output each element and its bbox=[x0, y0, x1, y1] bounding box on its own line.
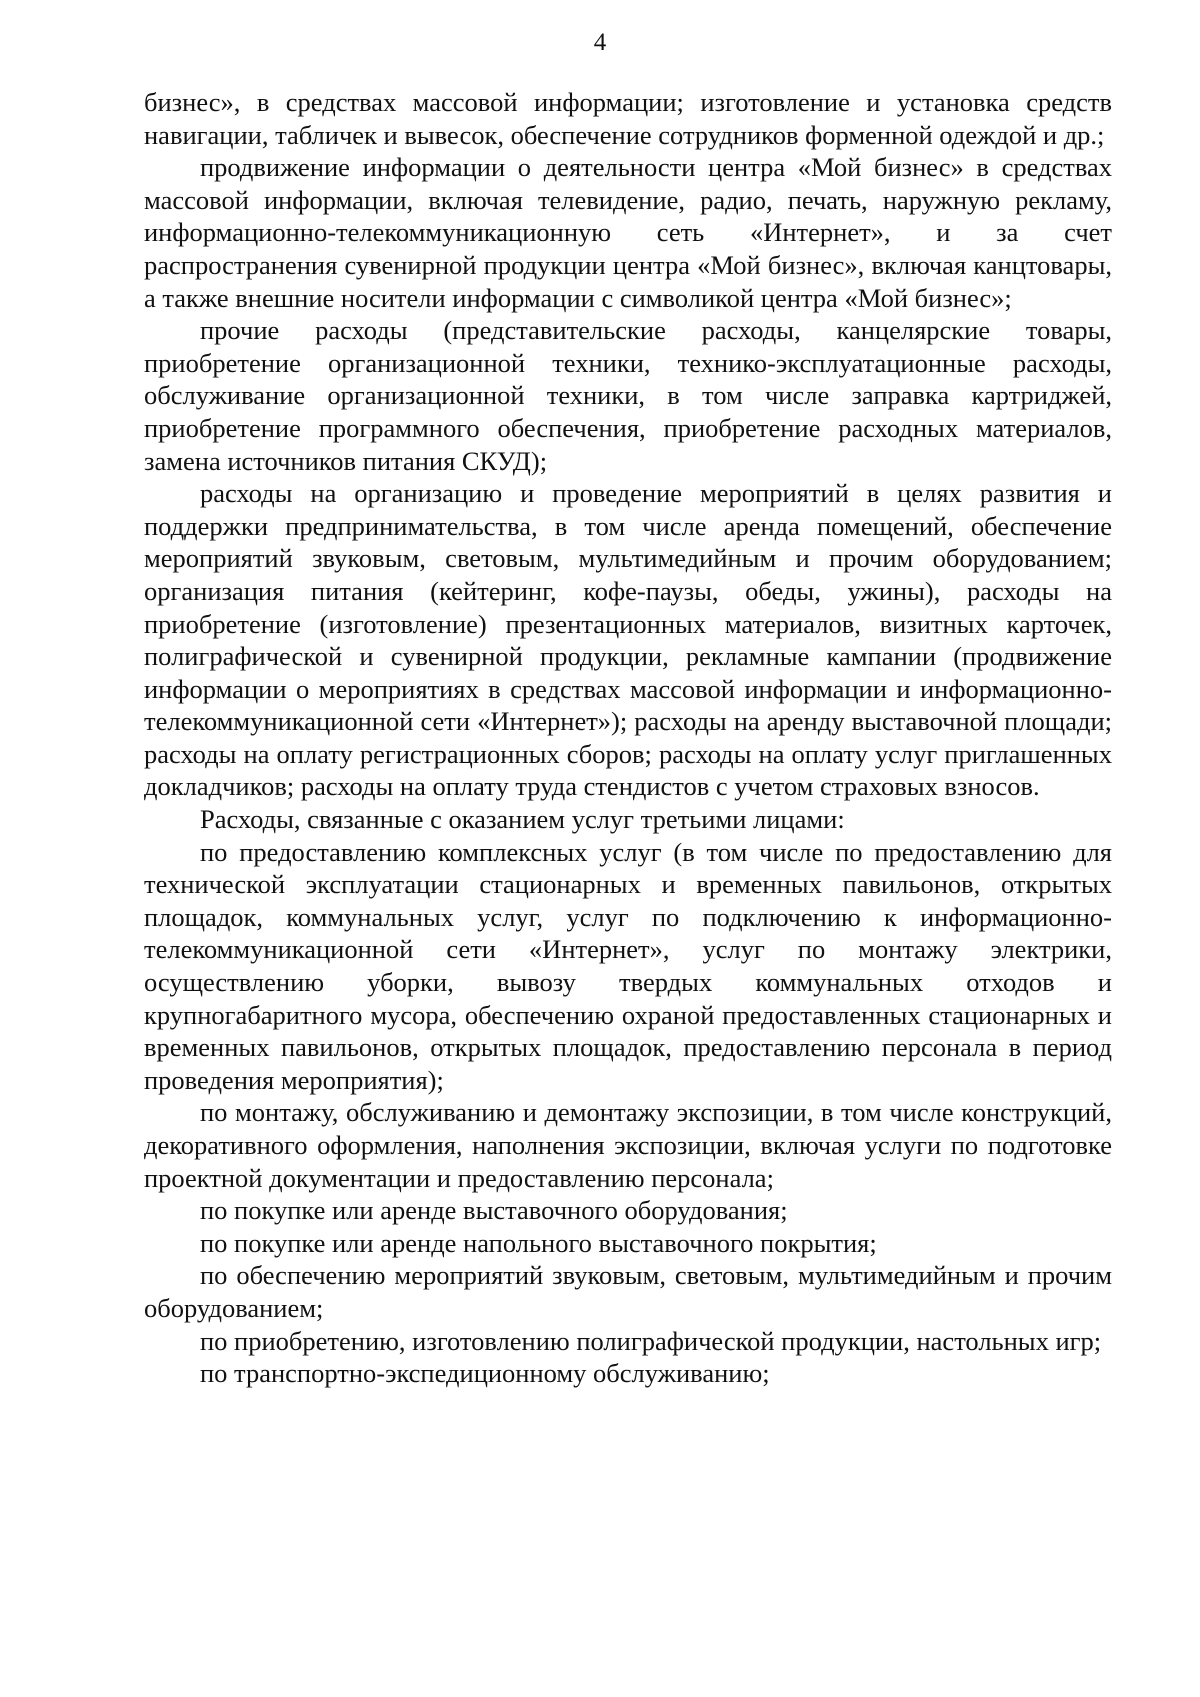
paragraph-third-party-heading: Расходы, связанные с оказанием услуг третьими лицами: bbox=[200, 804, 845, 835]
paragraph-events-expenses: расходы на организацию и проведение мероприятий в целях развития и поддержки предпринимательства, в том числе аренда помещений, обеспечение мероприятий звуковым, световым, мультимедийным и прочим оборудованием; организация питания (кейтеринг, кофе-паузы, обеды, ужины), расходы на приобретение (изготовление) презентационных материалов, визитных карточек, полиграфической и сувенирной продукции, рекламные кампании (продвижение информации о мероприятиях в средствах массовой информации и информационно-телекоммуникационной сети «Интернет»); расходы на аренду выставочной площади; расходы на оплату регистрационных сборов; расходы на оплату услуг приглашенных докладчиков; расходы на оплату труда стендистов с учетом страховых взносов. bbox=[144, 478, 1112, 802]
paragraph-transport: по транспортно-экспедиционному обслуживанию; bbox=[200, 1358, 770, 1389]
paragraph-promotion: продвижение информации о деятельности центра «Мой бизнес» в средствах массовой информации, включая телевидение, радио, печать, наружную рекламу, информационно-телекоммуникационную сеть «Интернет», и за счет распространения сувенирной продукции центра «Мой бизнес», включая канцтовары, а также внешние носители информации с символикой центра «Мой бизнес»; bbox=[144, 152, 1112, 313]
paragraph-exposition: по монтажу, обслуживанию и демонтажу экспозиции, в том числе конструкций, декоративного оформления, наполнения экспозиции, включая услуги по подготовке проектной документации и предоставлению персонала; bbox=[144, 1097, 1112, 1193]
paragraph-printing: по приобретению, изготовлению полиграфической продукции, настольных игр; bbox=[200, 1325, 1102, 1356]
paragraph-equipment: по покупке или аренде выставочного оборудования; bbox=[200, 1195, 788, 1226]
paragraph-floor-covering: по покупке или аренде напольного выставочного покрытия; bbox=[200, 1227, 877, 1258]
paragraph-complex-services: по предоставлению комплексных услуг (в том числе по предоставлению для технической эксплуатации стационарных и временных павильонов, открытых площадок, коммунальных услуг, услуг по подключению к информационно-телекоммуникационной сети «Интернет», услуг по монтажу электрики, осуществлению уборки, вывозу твердых коммунальных отходов и крупногабаритного мусора, обеспечению охраной предоставленных стационарных и временных павильонов, открытых площадок, предоставлению персонала в период проведения мероприятия); bbox=[144, 836, 1112, 1095]
page-number: 4 bbox=[593, 29, 607, 56]
paragraph-other-expenses: прочие расходы (представительские расходы, канцелярские товары, приобретение организационной техники, технико-эксплуатационные расходы, обслуживание организационной техники, в том числе заправка картриджей, приобретение программного обеспечения, приобретение расходных материалов, замена источников питания СКУД); bbox=[144, 315, 1112, 476]
paragraph-av-equipment: по обеспечению мероприятий звуковым, световым, мультимедийным и прочим оборудованием; bbox=[144, 1260, 1112, 1323]
document-body bbox=[144, 86, 1112, 1390]
paragraph-continuation: бизнес», в средствах массовой информации; изготовление и установка средств навигации, табличек и вывесок, обеспечение сотрудников форменной одеждой и др.; bbox=[144, 87, 1112, 150]
